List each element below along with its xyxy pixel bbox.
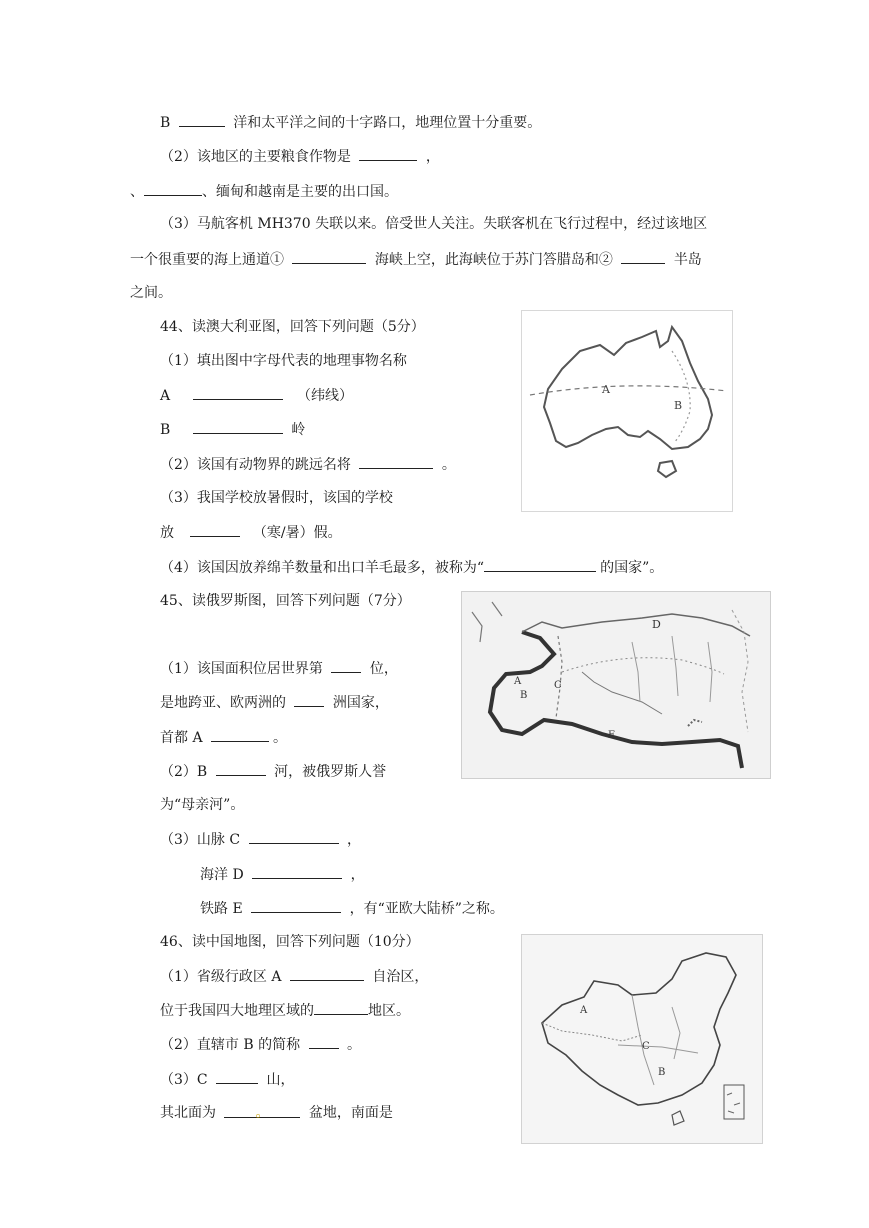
answer-blank[interactable] (144, 181, 202, 196)
answer-blank[interactable] (211, 727, 269, 742)
q46-part3: （3）C 山， (160, 1069, 295, 1090)
q45-part3: （3）山脉 C ， (160, 829, 361, 850)
q44-title: 44、读澳大利亚图，回答下列问题（5分） (160, 319, 425, 335)
q44-item-a: A （纬线） (160, 385, 353, 406)
map-label-b: B (674, 399, 683, 412)
answer-blank[interactable] (359, 454, 433, 469)
text: 半岛 (673, 252, 702, 268)
map-label-a: A (602, 383, 610, 396)
q45-part2-cont: 为“母亲河”。 (160, 797, 245, 813)
answer-blank[interactable]: 。 (224, 1103, 300, 1118)
q45-ocean: 海洋 D ， (200, 864, 365, 885)
q45-title: 45、读俄罗斯图，回答下列问题（7分） (160, 593, 411, 609)
q43-line-1 (160, 112, 541, 133)
answer-blank[interactable] (292, 249, 366, 264)
q44-item-b: B 岭 (160, 419, 305, 440)
map-label-e: E (608, 730, 616, 741)
map-label-d: D (652, 618, 661, 631)
text: 一个很重要的海上通道① (130, 252, 284, 268)
answer-blank[interactable] (193, 385, 283, 400)
q45-part1-cont: 是地跨亚、欧两洲的 洲国家， (160, 692, 389, 713)
answer-blank[interactable] (309, 1034, 339, 1049)
answer-blank[interactable] (331, 658, 361, 673)
text-b-label: B (160, 115, 171, 131)
q45-part1: （1）该国面积位居世界第 位， (160, 658, 398, 679)
q43-line-6: 之间。 (130, 285, 172, 301)
q46-title: 46、读中国地图，回答下列问题（10分） (160, 934, 420, 950)
q44-part2: （2）该国有动物界的跳远名将 。 (160, 454, 456, 475)
answer-blank[interactable] (484, 557, 596, 572)
q45-railway: 铁路 E ，有“亚欧大陆桥”之称。 (200, 898, 504, 919)
q44-part4: （4）该国因放养绵羊数量和出口羊毛最多，被称为“ 的国家”。 (160, 557, 663, 578)
answer-blank[interactable] (290, 966, 364, 981)
answer-blank[interactable] (216, 761, 266, 776)
answer-blank[interactable] (294, 692, 324, 707)
text: 洋和太平洋之间的十字路口，地理位置十分重要。 (233, 115, 542, 131)
map-label-c: C (642, 1041, 650, 1052)
answer-blank[interactable] (216, 1069, 258, 1084)
text: （2）该地区的主要粮食作物是 (160, 149, 351, 165)
q46-part1-cont: 位于我国四大地理区域的 地区。 (160, 1000, 410, 1021)
answer-blank[interactable] (251, 898, 341, 913)
q46-part4: 其北面为 。 盆地，南面是 (160, 1105, 393, 1121)
answer-blank[interactable] (252, 864, 342, 879)
q43-line-3 (130, 181, 398, 202)
answer-blank[interactable] (249, 829, 339, 844)
q44-part1: （1）填出图中字母代表的地理事物名称 (160, 353, 407, 369)
text: 、 (130, 184, 144, 200)
q43-line-4: （3）马航客机 MH370 失联以来。倍受世人关注。失联客机在飞行过程中，经过该地区 (160, 216, 708, 232)
q44-part3: （3）我国学校放暑假时，该国的学校 (160, 490, 393, 506)
australia-map (521, 310, 733, 512)
map-label-c: C (554, 680, 562, 691)
text: 、缅甸和越南是主要的出口国。 (202, 184, 398, 200)
china-map (521, 934, 763, 1144)
map-label-b: B (520, 690, 528, 701)
russia-map (461, 591, 771, 779)
q43-line-5 (130, 249, 702, 270)
q46-part1: （1）省级行政区 A 自治区， (160, 966, 428, 987)
text: 海峡上空，此海峡位于苏门答腊岛和② (374, 252, 613, 268)
answer-blank[interactable] (190, 522, 240, 537)
map-label-b: B (658, 1067, 666, 1078)
answer-blank[interactable] (179, 112, 225, 127)
text: ， (425, 149, 440, 165)
q43-line-2 (160, 146, 440, 167)
map-label-a: A (580, 1005, 588, 1016)
q44-part3-cont: 放 （寒/暑）假。 (160, 522, 342, 543)
answer-blank[interactable] (621, 249, 665, 264)
q46-part2: （2）直辖市 B 的简称 。 (160, 1034, 361, 1055)
q45-capital: 首都 A 。 (160, 727, 287, 748)
map-label-a: A (514, 676, 522, 687)
answer-blank[interactable] (359, 146, 417, 161)
q45-part2: （2）B 河，被俄罗斯人誉 (160, 761, 386, 782)
answer-blank[interactable] (193, 419, 283, 434)
answer-blank[interactable] (314, 1000, 368, 1015)
